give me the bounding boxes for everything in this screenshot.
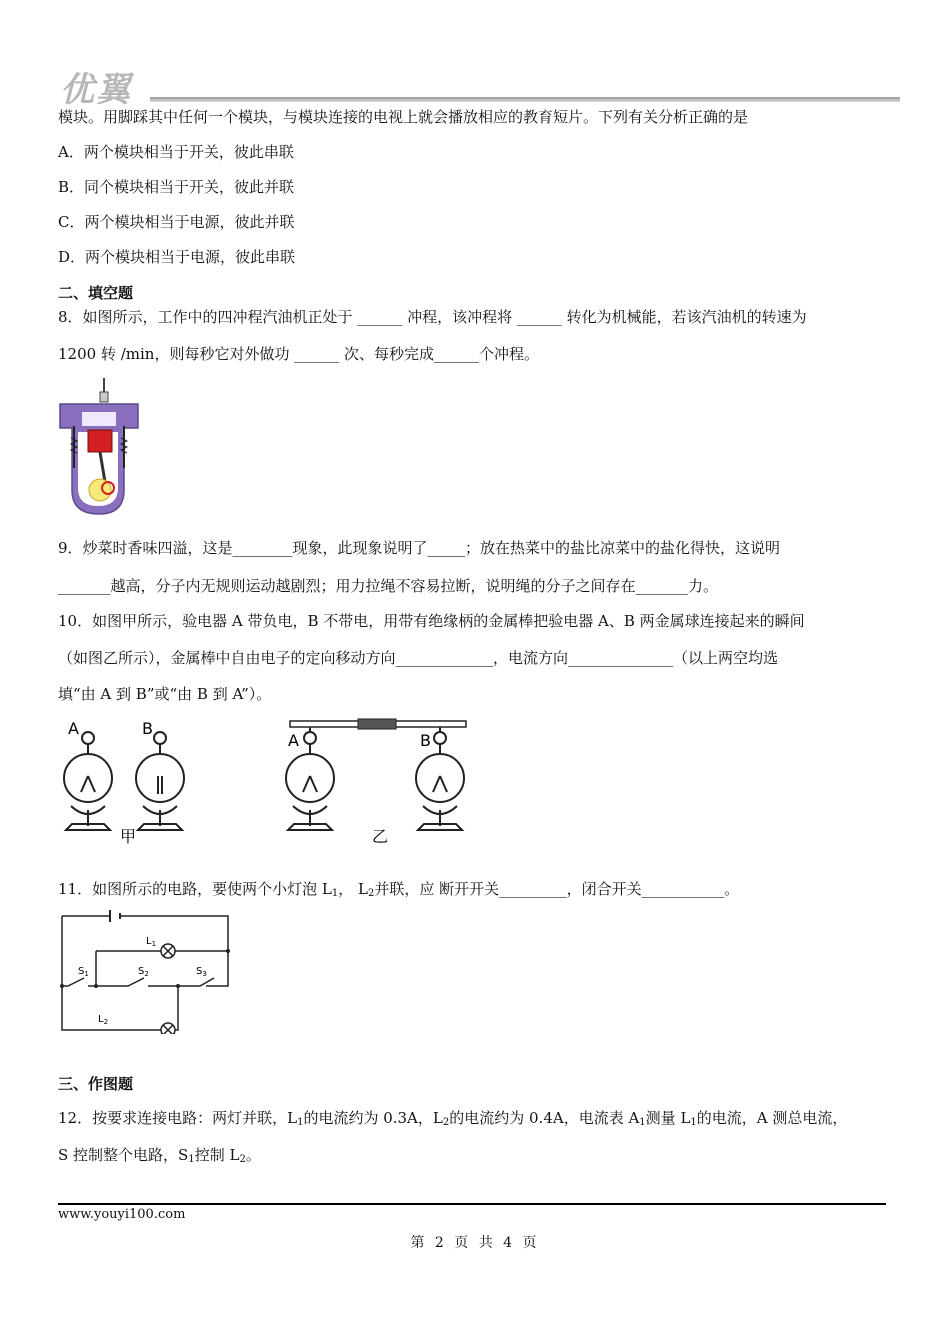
page-number: 第 2 页 共 4 页 <box>410 1235 540 1251</box>
footer-rule <box>58 1203 886 1205</box>
engine-figure <box>58 378 140 520</box>
label-a-jia: A <box>68 719 79 738</box>
label-s1: $S_1$ <box>78 966 89 978</box>
label-b-yi: B <box>420 731 431 750</box>
section-title-drawing: 三、作图题 <box>58 1075 134 1093</box>
label-s3: $S_3$ <box>196 966 207 978</box>
q7-stem: 模块。用脚踩其中任何一个模块，与模块连接的电视上就会播放相应的教育短片。下列有关分析正确的是 <box>58 108 749 126</box>
electroscope-a-jia <box>64 732 112 830</box>
label-yi: 乙 <box>372 827 389 846</box>
electroscope-figure <box>58 718 478 848</box>
label-b-jia: B <box>142 719 153 738</box>
insulating-handle <box>358 719 396 729</box>
q7-option-a: A．两个模块相当于开关，彼此串联 <box>58 143 294 161</box>
circuit-figure <box>58 908 238 1034</box>
electroscope-b-jia <box>136 732 184 830</box>
label-l2: $L_2$ <box>98 1014 109 1026</box>
q9-line2: _______越高，分子内无规则运动越剧烈；用力拉绳不容易拉断，说明绳的分子之间存在_______力。 <box>58 577 719 595</box>
q12-line1: 12．按要求连接电路：两灯并联，$L_1$的电流约为 0.3A，$L_2$的电流约为 0.4A，电流表 $A_1$测量 $L_1$的电流，A 测总电流， <box>58 1109 848 1128</box>
q8-line2: 1200 转 /min，则每秒它对外做功 ______ 次、每秒完成______个冲程。 <box>58 345 539 363</box>
q11-text: 11．如图所示的电路，要使两个小灯泡 $L_1$， $L_2$并联，应 断开开关_________，闭合开关___________。 <box>58 880 740 899</box>
section-title-fill-in: 二、填空题 <box>58 284 134 302</box>
q8-line1: 8．如图所示，工作中的四冲程汽油机正处于 ______ 冲程，该冲程将 ______ 转化为机械能，若该汽油机的转速为 <box>58 308 807 326</box>
label-s2: $S_2$ <box>138 966 149 978</box>
label-l1: $L_1$ <box>146 936 157 948</box>
q7-option-d: D．两个模块相当于电源，彼此串联 <box>58 248 296 266</box>
q10-line3: 填“由 A 到 B”或“由 B 到 A”）。 <box>58 685 272 703</box>
label-jia: 甲 <box>120 827 137 846</box>
q7-option-c: C．两个模块相当于电源，彼此并联 <box>58 213 295 231</box>
header-rule <box>150 97 900 102</box>
q9-line1: 9．炒菜时香味四溢，这是________现象，此现象说明了_____；放在热菜中的盐比凉菜中的盐化得快，这说明 <box>58 539 781 557</box>
q10-line2: （如图乙所示），金属棒中自由电子的定向移动方向_____________，电流方向______________（以上两空均选 <box>58 649 779 667</box>
label-a-yi: A <box>288 731 299 750</box>
q7-option-b: B．同个模块相当于开关，彼此并联 <box>58 178 295 196</box>
footer-url[interactable]: www.youyi100.com <box>58 1207 186 1222</box>
q10-line1: 10．如图甲所示，验电器 A 带负电，B 不带电，用带有绝缘柄的金属棒把验电器 A、B 两金属球连接起来的瞬间 <box>58 612 805 630</box>
q12-line2: S 控制整个电路，$S_1$控制 $L_2$。 <box>58 1146 261 1165</box>
logo: 优翼 <box>60 70 132 110</box>
